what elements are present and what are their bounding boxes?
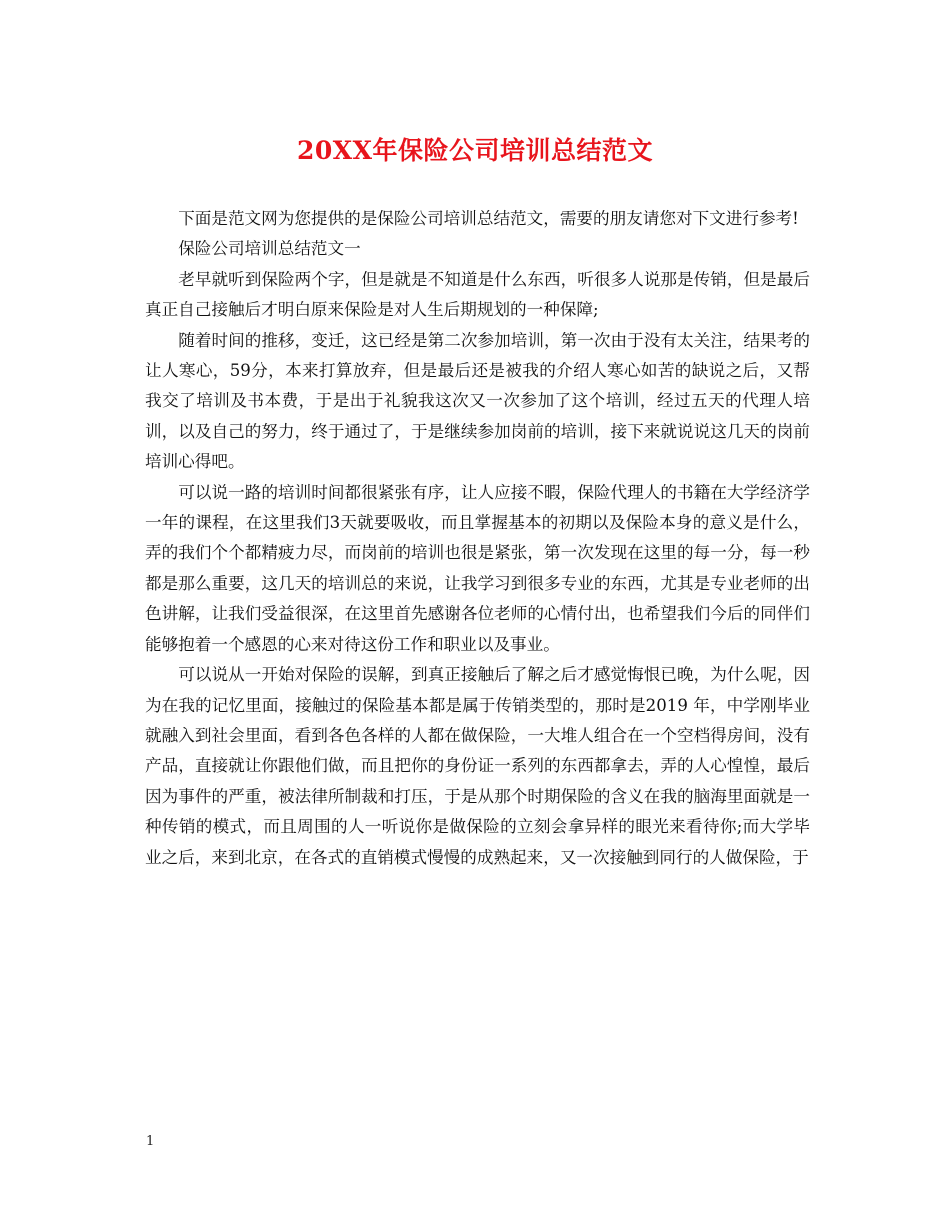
paragraph-section-heading: 保险公司培训总结范文一: [178, 239, 361, 259]
document-title: 20XX年保险公司培训总结范文: [296, 136, 654, 165]
document-body: [145, 204, 810, 873]
paragraph: 随着时间的推移，变迁，这已经是第二次参加培训，第一次由于没有太关注，结果考的让人寒心，59分，本来打算放弃，但是最后还是被我的介绍人寒心如苦的缺说之后，又帮我交了培训及书本费，于是出于礼貌我这次又一次参加了这个培训，经过五天的代理人培训，以及自己的努力，终于通过了，于是继续参加岗前的培训，接下来就说说这几天的岗前培训心得吧。: [145, 330, 810, 472]
paragraph-intro: 下面是范文网为您提供的是保险公司培训总结范文，需要的朋友请您对下文进行参考!: [178, 209, 799, 228]
paragraph: 老早就听到保险两个字，但是就是不知道是什么东西，听很多人说那是传销，但是最后真正自己接触后才明白原来保险是对人生后期规划的一种保障;: [145, 269, 810, 320]
paragraph: 可以说一路的培训时间都很紧张有序，让人应接不暇，保险代理人的书籍在大学经济学一年的课程，在这里我们3天就要吸收，而且掌握基本的初期以及保险本身的意义是什么，弄的我们个个都精疲力尽，而岗前的培训也很是紧张，第一次发现在这里的每一分，每一秒都是那么重要，这几天的培训总的来说，让我学习到很多专业的东西，尤其是专业老师的出色讲解，让我们受益很深，在这里首先感谢各位老师的心情付出，也希望我们今后的同伴们能够抱着一个感恩的心来对待这份工作和职业以及事业。: [145, 482, 810, 654]
paragraph: 可以说从一开始对保险的误解，到真正接触后了解之后才感觉悔恨已晚，为什么呢，因为在我的记忆里面，接触过的保险基本都是属于传销类型的，那时是2019 年，中学刚毕业就融入到社会里面，看到各色各样的人都在做保险，一大堆人组合在一个空档得房间，没有产品，直接就让你跟他们做，而且把你的身份证一系列的东西都拿去，弄的人心惶惶，最后因为事件的严重，被法律所制裁和打压，于是从那个时期保险的含义在我的脑海里面就是一种传销的模式，而且周围的人一听说你是做保险的立刻会拿异样的眼光来看待你;而大学毕业之后，来到北京，在各式的直销模式慢慢的成熟起来，又一次接触到同行的人做保险，于: [145, 665, 810, 867]
page-number: 1: [146, 1134, 155, 1149]
